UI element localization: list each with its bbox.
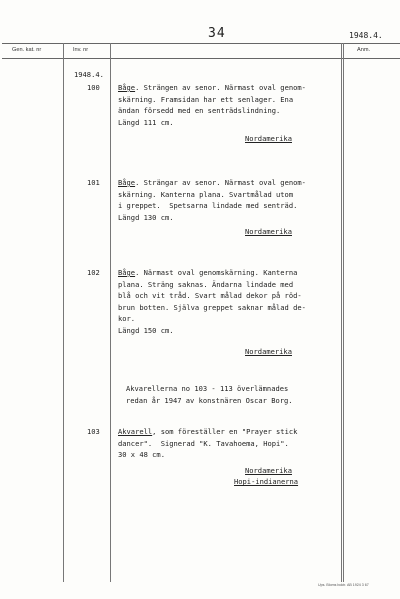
region-label: Nordamerika bbox=[245, 347, 292, 356]
entry-description bbox=[118, 177, 306, 223]
subregion-label: Hopi-indianerna bbox=[234, 477, 299, 486]
inv-number: 101 bbox=[87, 178, 100, 187]
inv-number: 102 bbox=[87, 268, 100, 277]
entry-description bbox=[118, 426, 297, 461]
description-line: skärning. Kanterna plana. Svartmålad utom bbox=[118, 189, 294, 199]
region-label: Nordamerika bbox=[245, 466, 292, 475]
region-label: Nordamerika bbox=[245, 227, 292, 236]
description-line: Längd 150 cm. bbox=[118, 325, 174, 335]
object-name: Båge bbox=[118, 178, 136, 187]
description-line: , som föreställer en "Prayer stick bbox=[152, 427, 298, 436]
column-rule-2 bbox=[110, 43, 111, 582]
description-line: . Strängen av senor. Närmast oval genom- bbox=[135, 83, 306, 92]
note-line: Akvarellerna no 103 - 113 överlämnades bbox=[126, 384, 289, 393]
column-header-gen-kat: Gen. kat. nr bbox=[12, 47, 42, 53]
transfer-note bbox=[126, 383, 293, 406]
column-rule-1 bbox=[63, 43, 64, 582]
page-number: 34 bbox=[208, 26, 226, 41]
description-line: Längd 111 cm. bbox=[118, 117, 174, 127]
description-line: . Närmast oval genomskärning. Kanterna bbox=[135, 268, 298, 277]
object-name: Akvarell bbox=[118, 427, 153, 436]
description-line: kor. bbox=[118, 314, 136, 324]
description-line: Längd 130 cm. bbox=[118, 212, 174, 222]
inv-number: 103 bbox=[87, 427, 100, 436]
note-line: redan år 1947 av konstnären Oscar Borg. bbox=[126, 395, 293, 405]
entry-description bbox=[118, 267, 306, 337]
inv-number: 100 bbox=[87, 83, 100, 92]
description-line: brun botten. Själva greppet saknar målad de- bbox=[118, 302, 306, 312]
description-line: dancer". Signerad "K. Tavahoema, Hopi". bbox=[118, 438, 289, 448]
printer-footer: Ups. Bloms boktr. AB 1924 3 67 bbox=[318, 583, 369, 587]
description-line: i greppet. Spetsarna lindade med senträd. bbox=[118, 201, 298, 211]
description-line: skärning. Framsidan har ett senlager. Ena bbox=[118, 94, 294, 104]
column-header-anm: Anm. bbox=[357, 47, 371, 53]
column-rule-3 bbox=[341, 43, 342, 582]
region-label: Nordamerika bbox=[245, 134, 292, 143]
year-mark: 1948.4. bbox=[349, 31, 383, 40]
object-name: Båge bbox=[118, 268, 136, 277]
object-name: Båge bbox=[118, 83, 136, 92]
entry-description bbox=[118, 82, 306, 128]
column-rule-4 bbox=[343, 43, 344, 582]
column-header-inv: Inv. nr bbox=[73, 47, 89, 53]
description-line: plana. Sträng saknas. Ändarna lindade med bbox=[118, 279, 294, 289]
description-line: ändan försedd med en senträdslindning. bbox=[118, 106, 281, 116]
description-line: . Strängar av senor. Närmast oval genom- bbox=[135, 178, 306, 187]
description-line: 30 x 48 cm. bbox=[118, 450, 165, 460]
date-heading: 1948.4. bbox=[74, 70, 104, 79]
description-line: blå och vit tråd. Svart målad dekor på röd- bbox=[118, 291, 302, 301]
